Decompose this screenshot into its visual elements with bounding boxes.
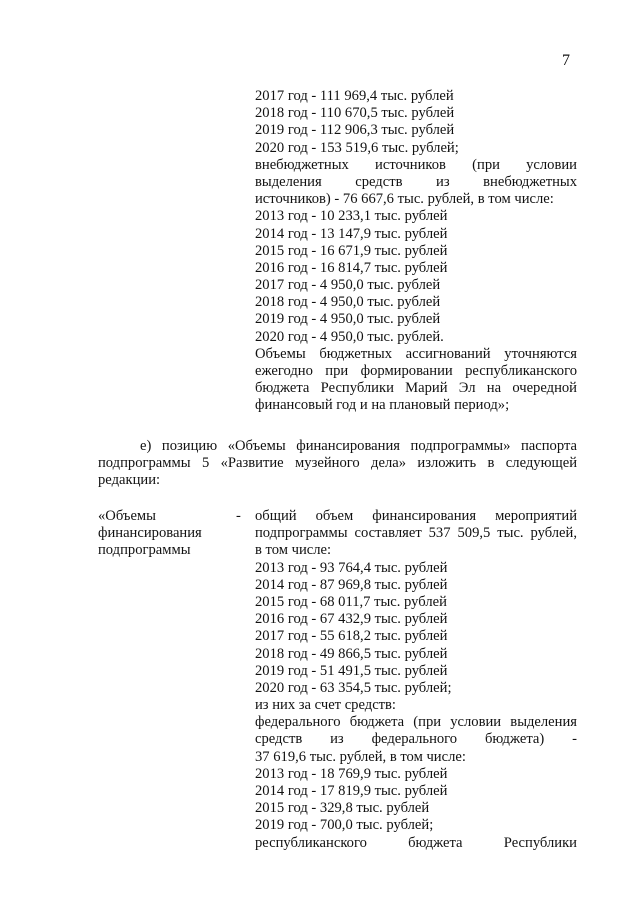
text-line: 2014 год - 13 147,9 тыс. рублей [255,225,448,242]
label-line: подпрограммы [98,542,191,559]
paragraph-line: е) позицию «Объемы финансирования подпрограммы» паспорта [140,438,577,454]
text-line: федерального бюджета (при условии выделения [255,714,577,731]
section-dash: - [236,508,241,524]
text-line: 2017 год - 111 969,4 тыс. рублей [255,88,454,104]
text-line: Объемы бюджетных ассигнований уточняются [255,345,577,362]
text-line: 2018 год - 4 950,0 тыс. рублей [255,294,441,311]
top-funding-block [255,88,577,415]
text-line: в том числе: [255,542,332,559]
text-line: источников) - 76 667,6 тыс. рублей, в том числе: [255,191,554,208]
text-line: 2017 год - 55 618,2 тыс. рублей [255,628,448,645]
text-line: 2016 год - 67 432,9 тыс. рублей [255,611,448,628]
label-line: «Объемы [98,508,156,524]
paragraph-line: подпрограммы 5 «Развитие музейного дела» изложить в следующей [98,455,577,472]
paragraph-line: редакции: [98,472,161,489]
text-line: 2015 год - 68 011,7 тыс. рублей [255,593,447,610]
text-line: 2015 год - 16 671,9 тыс. рублей [255,242,448,259]
text-line: 2017 год - 4 950,0 тыс. рублей [255,277,441,294]
text-line: выделения средств из внебюджетных [255,173,577,190]
text-line: 2018 год - 49 866,5 тыс. рублей [255,645,448,662]
text-line: 2019 год - 4 950,0 тыс. рублей [255,311,441,328]
text-line: 2013 год - 18 769,9 тыс. рублей [255,765,448,782]
text-line: подпрограммы составляет 537 509,5 тыс. рублей, [255,525,577,542]
text-line: 2019 год - 112 906,3 тыс. рублей [255,122,455,139]
text-line: финансовый год и на плановый период»; [255,397,510,414]
text-line: внебюджетных источников (при условии [255,156,577,173]
text-line: бюджета Республики Марий Эл на очередной [255,380,577,397]
text-line: 2019 год - 51 491,5 тыс. рублей [255,662,448,679]
text-line: ежегодно при формировании республиканского [255,363,577,379]
text-line: 2018 год - 110 670,5 тыс. рублей [255,105,455,122]
text-line: из них за счет средств: [255,697,396,714]
text-line: 37 619,6 тыс. рублей, в том числе: [255,748,466,765]
text-line: 2015 год - 329,8 тыс. рублей [255,800,430,817]
text-line: 2013 год - 93 764,4 тыс. рублей [255,559,448,576]
text-line: средств из федерального бюджета) - [255,731,577,748]
label-line: финансирования [98,525,202,542]
text-line: 2016 год - 16 814,7 тыс. рублей [255,259,448,276]
page-number: 7 [562,52,570,69]
text-line: 2014 год - 87 969,8 тыс. рублей [255,576,448,593]
bottom-funding-block [255,508,577,852]
text-line: 2014 год - 17 819,9 тыс. рублей [255,783,448,799]
text-line: общий объем финансирования мероприятий [255,508,577,524]
text-line: 2020 год - 153 519,6 тыс. рублей; [255,139,459,156]
text-line: 2020 год - 63 354,5 тыс. рублей; [255,679,452,696]
text-line: республиканского бюджета Республики [255,834,577,851]
text-line: 2013 год - 10 233,1 тыс. рублей [255,208,448,225]
text-line: 2019 год - 700,0 тыс. рублей; [255,817,434,834]
text-line: 2020 год - 4 950,0 тыс. рублей. [255,328,444,345]
section-label [98,508,248,560]
amendment-paragraph [98,438,577,490]
